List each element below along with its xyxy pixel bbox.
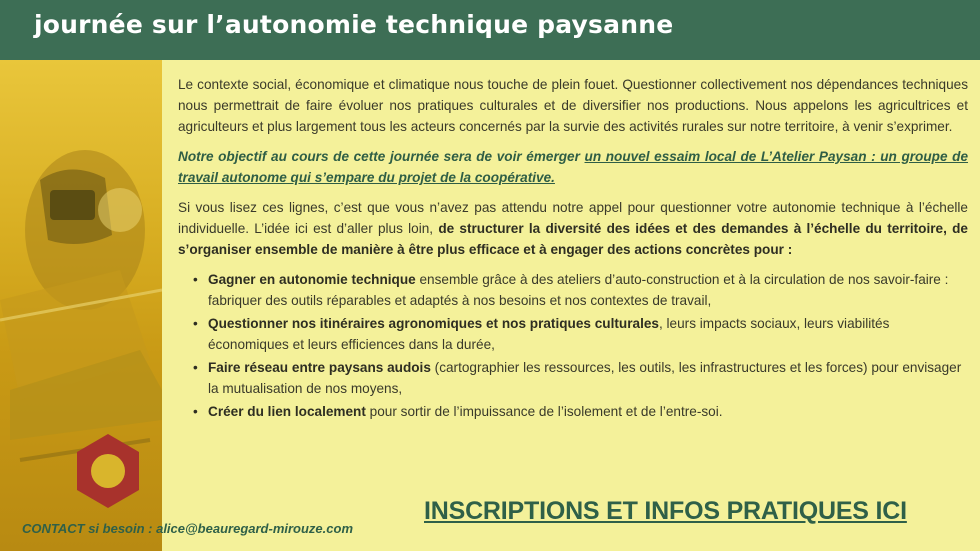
registration-link[interactable]: INSCRIPTIONS ET INFOS PRATIQUES ICI [424, 497, 907, 525]
goal-text: pour sortir de l’impuissance de l’isolement et de l’entre-soi. [365, 404, 723, 419]
call-paragraph [178, 197, 968, 260]
goal-title: Gagner en autonomie technique [208, 272, 416, 287]
atelier-paysan-logo [68, 432, 148, 512]
goal-text: (cartographier les ressources, les outils, les infrastructures et les forces) pour envisager la mutualisation de nos moyens, [208, 360, 962, 396]
list-item [208, 401, 968, 422]
goal-text: ensemble grâce à des ateliers d’auto-construction et à la circulation de nos savoir-faire : fabriquer des outils réparables et adaptés à nos besoins et nos contextes de travail, [208, 272, 949, 308]
goal-title: Questionner nos itinéraires agronomiques et nos pratiques culturales [208, 316, 659, 331]
objective-link[interactable]: un nouvel essaim local de L’Atelier Paysan : un groupe de travail autonome qui s’empare du projet de la coopérative. [178, 149, 969, 185]
goal-title: Faire réseau entre paysans audois [208, 360, 431, 375]
main-content [162, 60, 980, 551]
goal-text: , leurs impacts sociaux, leurs viabilités économiques et leurs efficiences dans la durée, [208, 316, 890, 352]
body-text [178, 74, 968, 424]
objective-paragraph [178, 146, 968, 188]
title-banner [0, 0, 980, 60]
goal-title: Créer du lien localement [208, 404, 366, 419]
welding-photo [0, 60, 162, 551]
contact-line[interactable]: CONTACT si besoin : alice@beauregard-mirouze.com [22, 521, 353, 536]
list-item [208, 313, 968, 355]
intro-paragraph: Le contexte social, économique et climatique nous touche de plein fouet. Questionner collectivement nos dépendances techniques nous permettrait de faire évoluer nos pratiques culturales et de diversifier nos productions. Nous appelons les agricultrices et agriculteurs et plus largement tous les acteurs concernés par la survie des activités rurales sur notre territoire, à venir s’exprimer. [178, 77, 968, 134]
objective-lead: Notre objectif au cours de cette journée sera de voir émerger [178, 149, 585, 164]
page-title: journée sur l’autonomie technique paysanne [34, 10, 674, 39]
goals-list [178, 269, 968, 422]
list-item [208, 269, 968, 311]
call-plain: Si vous lisez ces lignes, c’est que vous n’avez pas attendu notre appel pour questionner votre autonomie technique à l’échelle individuelle. L’idée ici est d’aller plus loin, [178, 200, 968, 236]
list-item [208, 357, 968, 399]
call-bold: de structurer la diversité des idées et des demandes à l’échelle du territoire, de s’organiser ensemble de manière à être plus efficace et à engager des actions concrètes pour : [178, 221, 968, 257]
